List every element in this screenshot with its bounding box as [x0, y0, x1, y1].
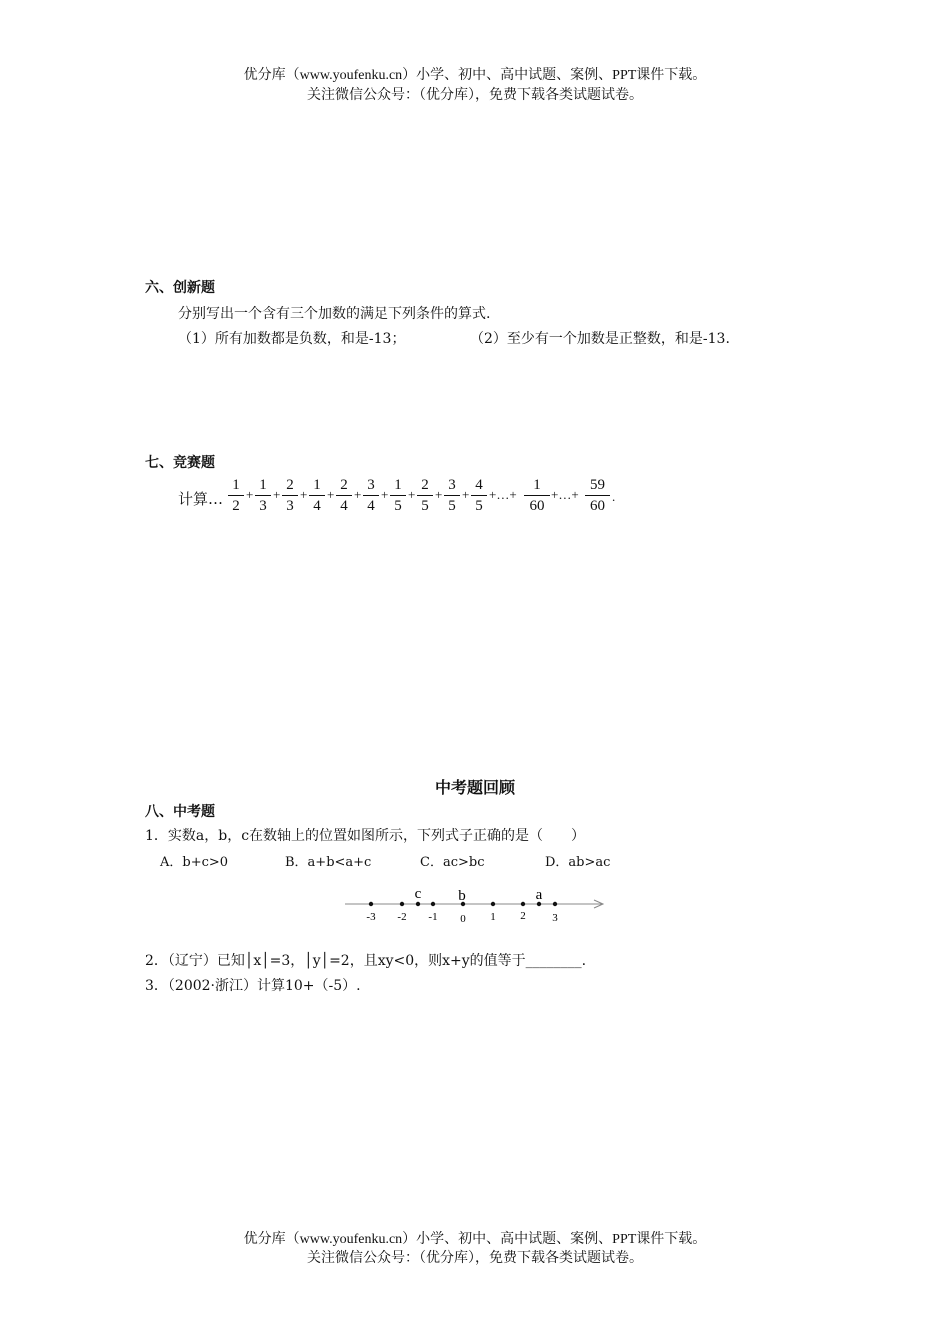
plus-sign: +	[300, 487, 308, 502]
section-7-title: 七、竞赛题	[145, 455, 215, 471]
tick-dot	[369, 902, 373, 906]
number-line	[340, 880, 620, 930]
plus-sign: +	[462, 487, 470, 502]
section-7-prefix: 计算…	[178, 490, 224, 508]
section-6-question-1: （1）所有加数都是负数，和是-13；	[178, 331, 406, 347]
plus-sign: +	[246, 487, 254, 502]
question-2: 2．（辽宁）已知│x│=3，│y│=2，且xy<0，则x+y的值等于________.	[145, 953, 587, 969]
fraction: 3 4	[363, 476, 379, 515]
section-6-intro: 分别写出一个含有三个加数的满足下列条件的算式.	[178, 306, 491, 322]
tick-label: 0	[460, 913, 466, 925]
fraction: 1 4	[309, 476, 325, 515]
fraction: 1 60	[524, 476, 550, 515]
tick-dot	[431, 902, 435, 906]
fraction: 1 3	[255, 476, 271, 515]
fraction: 4 5	[471, 476, 487, 515]
ellipsis-plus: +…+	[489, 487, 517, 502]
period: .	[612, 489, 616, 504]
tick-label: -1	[428, 911, 438, 923]
point-a-label: a	[535, 887, 543, 903]
plus-sign: +	[381, 487, 389, 502]
ellipsis-plus: +…+	[551, 487, 579, 502]
tick-dot	[400, 902, 404, 906]
plus-sign: +	[354, 487, 362, 502]
plus-sign: +	[273, 487, 281, 502]
section-6-question-2: （2）至少有一个加数是正整数，和是-13.	[470, 331, 730, 347]
fraction: 2 5	[417, 476, 433, 515]
footer-line-1: 优分库（www.youfenku.cn）小学、初中、高中试题、案例、PPT课件下载。	[243, 1232, 707, 1247]
tick-label: -2	[397, 911, 407, 923]
option-b: B．a+b<a+c	[285, 855, 372, 870]
fraction: 1 2	[228, 476, 244, 515]
point-b-label: b	[458, 888, 466, 904]
tick-label: 1	[490, 911, 496, 923]
option-d: D．ab>ac	[545, 855, 611, 870]
tick-dot	[521, 902, 525, 906]
point-c-label: c	[414, 886, 422, 902]
fraction: 1 5	[390, 476, 406, 515]
section-6-title: 六、创新题	[145, 280, 215, 296]
fraction: 2 3	[282, 476, 298, 515]
tick-label: 2	[520, 910, 526, 922]
plus-sign: +	[327, 487, 335, 502]
review-title: 中考题回顾	[434, 778, 515, 797]
question-3: 3．（2002·浙江）计算10+（-5）.	[145, 978, 361, 994]
tick-label: 3	[552, 912, 558, 924]
question-1: 1．实数a，b，c在数轴上的位置如图所示，下列式子正确的是（ ）	[145, 828, 586, 844]
footer-line-2: 关注微信公众号：（优分库），免费下载各类试题试卷。	[307, 1251, 643, 1266]
option-c: C．ac>bc	[420, 855, 485, 870]
plus-sign: +	[435, 487, 443, 502]
fraction: 3 5	[444, 476, 460, 515]
header-line-2: 关注微信公众号：（优分库），免费下载各类试题试卷。	[307, 88, 643, 103]
plus-sign: +	[408, 487, 416, 502]
fraction: 59 60	[585, 476, 610, 515]
point-c-dot	[416, 902, 420, 906]
fraction: 2 4	[336, 476, 352, 515]
section-8-title: 八、中考题	[145, 804, 215, 820]
header-line-1: 优分库（www.youfenku.cn）小学、初中、高中试题、案例、PPT课件下载。	[243, 68, 707, 83]
option-a: A．b+c>0	[160, 855, 229, 870]
tick-dot	[491, 902, 495, 906]
tick-dot	[553, 902, 557, 906]
tick-label: -3	[366, 911, 376, 923]
